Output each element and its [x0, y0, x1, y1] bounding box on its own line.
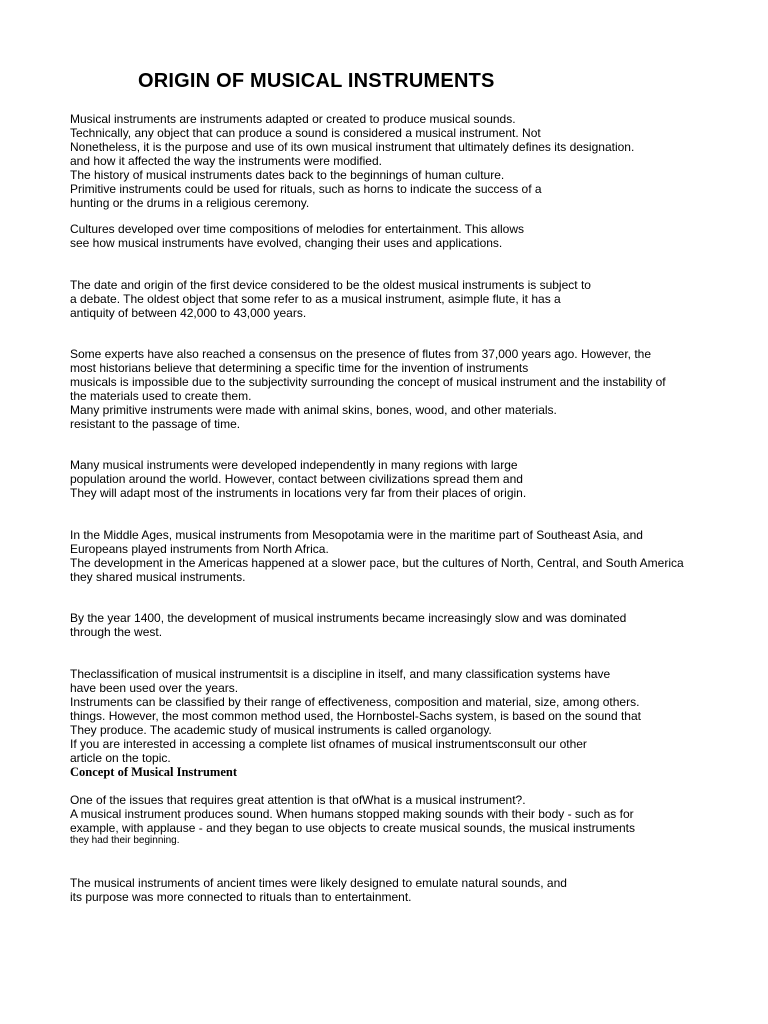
text-line: they shared musical instruments.	[70, 570, 246, 584]
text-line: have been used over the years.	[70, 681, 239, 695]
text-line-small: they had their beginning.	[70, 835, 180, 846]
text-line: the materials used to create them.	[70, 389, 252, 403]
text-line: resistant to the passage of time.	[70, 417, 241, 431]
text-line: example, with applause - and they began to use objects to create musical sounds, the musical instruments	[70, 821, 635, 835]
text-line: hunting or the drums in a religious ceremony.	[70, 196, 310, 210]
paragraph-cultures	[70, 222, 524, 250]
text-line: Theclassification of musical instrumentsit is a discipline in itself, and many classification systems have	[70, 667, 611, 681]
paragraph-classification	[70, 667, 641, 765]
text-line: Cultures developed over time compositions of melodies for entertainment. This allows	[70, 222, 524, 236]
paragraph-flutes	[70, 347, 666, 431]
text-line: Some experts have also reached a consensus on the presence of flutes from 37,000 years ago. However, the	[70, 347, 652, 361]
paragraph-oldest-instrument	[70, 278, 591, 320]
text-line: One of the issues that requires great attention is that ofWhat is a musical instrument?.	[70, 793, 526, 807]
paragraph-ancient-times	[70, 876, 567, 904]
paragraph-intro	[70, 112, 634, 210]
section-heading: Concept of Musical Instrument	[70, 765, 238, 779]
text-line: Nonetheless, it is the purpose and use of its own musical instrument that ultimately defines its designation.	[70, 140, 635, 154]
text-line: In the Middle Ages, musical instruments from Mesopotamia were in the maritime part of Southeast Asia, and	[70, 528, 643, 542]
text-line: Technically, any object that can produce a sound is considered a musical instrument. Not	[70, 126, 541, 140]
text-line: By the year 1400, the development of musical instruments became increasingly slow and was dominated	[70, 611, 627, 625]
text-line: population around the world. However, contact between civilizations spread them and	[70, 472, 523, 486]
paragraph-concept	[70, 793, 635, 847]
text-line: antiquity of between 42,000 to 43,000 years.	[70, 306, 307, 320]
text-line: Instruments can be classified by their range of effectiveness, composition and material, size, among others.	[70, 695, 640, 709]
text-line: Europeans played instruments from North Africa.	[70, 542, 329, 556]
text-line: Many primitive instruments were made with animal skins, bones, wood, and other materials.	[70, 403, 557, 417]
text-line: The history of musical instruments dates back to the beginnings of human culture.	[70, 168, 505, 182]
text-line: The date and origin of the first device considered to be the oldest musical instruments is subject to	[70, 278, 591, 292]
text-line: article on the topic.	[70, 751, 171, 765]
text-line: The development in the Americas happened at a slower pace, but the cultures of North, Central, and South America	[70, 556, 684, 570]
text-line: and how it affected the way the instruments were modified.	[70, 154, 382, 168]
text-line: its purpose was more connected to rituals than to entertainment.	[70, 890, 412, 904]
paragraph-regions	[70, 458, 526, 500]
paragraph-year-1400	[70, 611, 626, 639]
text-line: things. However, the most common method used, the Hornbostel-Sachs system, is based on the sound that	[70, 709, 641, 723]
text-line: If you are interested in accessing a complete list ofnames of musical instrumentsconsult our other	[70, 737, 587, 751]
text-line: Many musical instruments were developed independently in many regions with large	[70, 458, 518, 472]
paragraph-middle-ages	[70, 528, 684, 584]
text-line: A musical instrument produces sound. When humans stopped making sounds with their body - such as for	[70, 807, 634, 821]
text-line: They produce. The academic study of musical instruments is called organology.	[70, 723, 492, 737]
text-line: The musical instruments of ancient times were likely designed to emulate natural sounds, and	[70, 876, 567, 890]
text-line: through the west.	[70, 625, 163, 639]
text-line: most historians believe that determining a specific time for the invention of instruments	[70, 361, 529, 375]
text-line: They will adapt most of the instruments in locations very far from their places of origin.	[70, 486, 527, 500]
text-line: musicals is impossible due to the subjectivity surrounding the concept of musical instrument and the instability of	[70, 375, 666, 389]
text-line: Musical instruments are instruments adapted or created to produce musical sounds.	[70, 112, 516, 126]
text-line: a debate. The oldest object that some refer to as a musical instrument, asimple flute, it has a	[70, 292, 561, 306]
page-title: ORIGIN OF MUSICAL INSTRUMENTS	[138, 70, 495, 92]
text-line: see how musical instruments have evolved, changing their uses and applications.	[70, 236, 503, 250]
text-line: Primitive instruments could be used for rituals, such as horns to indicate the success of a	[70, 182, 542, 196]
